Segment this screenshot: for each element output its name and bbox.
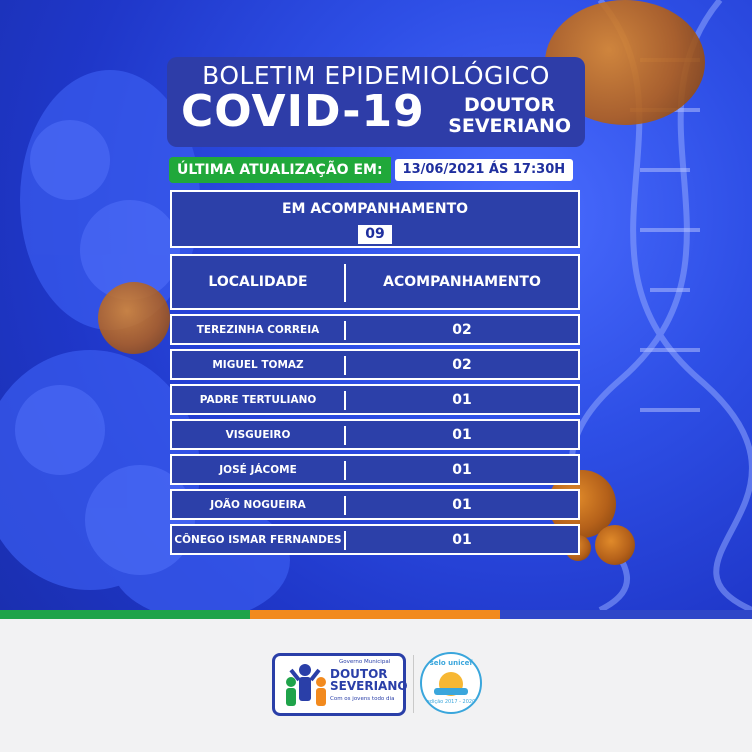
locality-cell: JOSÉ JÁCOME [219,463,297,476]
unicef-seal [420,652,482,714]
wave-icon [434,688,468,695]
stripe-green [0,610,250,619]
table-row [170,384,580,415]
seal-bottom-text: edição 2017 - 2020 [426,699,476,705]
count-cell: 02 [452,321,472,338]
last-update-value: 13/06/2021 ÁS 17:30H [395,159,574,181]
locality-cell: JOÃO NOGUEIRA [210,498,306,511]
bulletin-title: BOLETIM EPIDEMIOLÓGICO [202,61,550,90]
count-cell: 01 [452,426,472,443]
locality-cell: PADRE TERTULIANO [199,393,317,406]
table-row [170,524,580,555]
count-cell: 01 [452,391,472,408]
bulletin-title-panel [167,57,585,147]
table-header [170,254,580,310]
gov-name-1: DOUTOR [330,667,388,681]
table-row [170,489,580,520]
footer [0,619,752,752]
seal-top-text: selo unicef [429,659,473,667]
summary-value: 09 [358,225,392,244]
table-row [170,314,580,345]
locality-cell: CÔNEGO ISMAR FERNANDES [174,533,342,546]
color-stripes [0,610,752,619]
count-cell: 01 [452,461,472,478]
summary-card [170,190,580,248]
gov-tagline: Com os jovens todo dia [330,696,395,702]
gov-small-label: Governo Municipal [339,659,391,665]
government-logo [272,653,406,716]
virus-icon [595,525,635,565]
count-cell: 01 [452,531,472,548]
summary-label: EM ACOMPANHAMENTO [281,201,469,217]
footer-divider [413,655,414,713]
table-row [170,419,580,450]
column-header-locality: LOCALIDADE [208,274,308,290]
city-name-line2: SEVERIANO [448,115,571,137]
table-row [170,349,580,380]
family-logo-icon [279,662,331,712]
gov-name-2: SEVERIANO [330,679,408,693]
stripe-orange [250,610,500,619]
locality-cell: TEREZINHA CORREIA [196,323,320,336]
stripe-blue [500,610,752,619]
table-row [170,454,580,485]
column-header-followup: ACOMPANHAMENTO [383,274,541,290]
last-update-bar [169,157,573,183]
virus-icon [98,282,170,354]
covid-title: COVID-19 [181,86,425,137]
city-name-line1: DOUTOR [464,94,556,116]
locality-cell: VISGUEIRO [225,428,291,441]
last-update-label: ÚLTIMA ATUALIZAÇÃO EM: [169,157,391,183]
city-name [448,95,571,137]
count-cell: 02 [452,356,472,373]
locality-cell: MIGUEL TOMAZ [212,358,304,371]
count-cell: 01 [452,496,472,513]
